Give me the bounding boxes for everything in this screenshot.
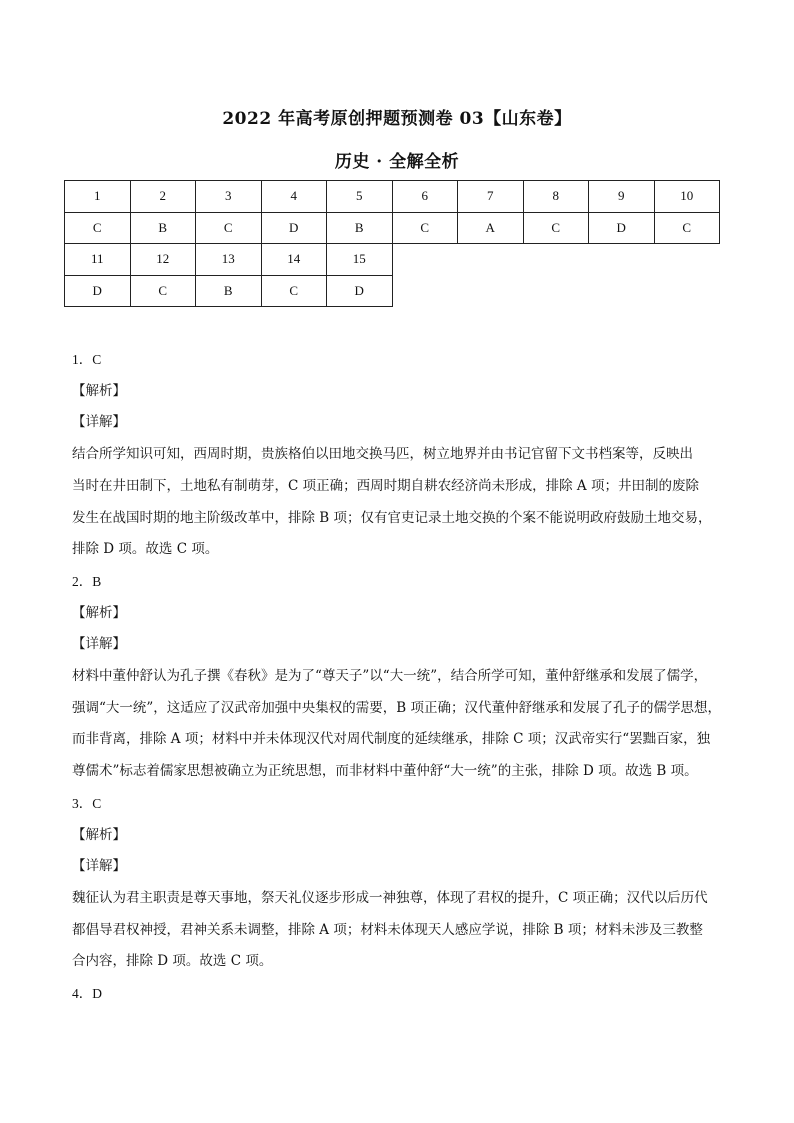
question-number-cell: 10 — [654, 181, 720, 213]
answer-cell: B — [327, 212, 393, 244]
question-number: 2．B — [72, 573, 102, 589]
detail-label: 【详解】 — [72, 858, 126, 875]
explanation-line: 而非背离，排除 A 项；材料中并未体现汉代对周代制度的延续继承，排除 C 项；汉武帝实行“罢黜百家，独 — [72, 731, 711, 748]
page-title: 2022 年高考原创押题预测卷 03【山东卷】 — [222, 109, 572, 129]
answer-cell: D — [261, 212, 327, 244]
detail-label: 【详解】 — [72, 414, 126, 431]
analysis-label: 【解析】 — [72, 382, 126, 399]
question-number-cell: 4 — [261, 181, 327, 213]
explanation-line: 合内容，排除 D 项。故选 C 项。 — [72, 953, 273, 970]
question-number: 3．C — [72, 795, 102, 811]
question-number-cell: 3 — [196, 181, 262, 213]
answer-cell: C — [261, 275, 327, 307]
question-number: 4．D — [72, 986, 102, 1002]
empty-cell — [392, 244, 720, 276]
question-number-cell: 5 — [327, 181, 393, 213]
question-number-cell: 7 — [458, 181, 524, 213]
answer-cell: D — [65, 275, 131, 307]
analysis-label: 【解析】 — [72, 604, 126, 621]
question-number-cell: 2 — [130, 181, 196, 213]
question-number: 1．C — [72, 352, 102, 367]
answer-table — [64, 180, 720, 307]
question-number-cell: 12 — [130, 244, 196, 276]
answer-cell: A — [458, 212, 524, 244]
explanation-line: 强调“大一统”，这适应了汉武帝加强中央集权的需要，B 项正确；汉代董仲舒继承和发展了孔子的儒学思想， — [72, 699, 722, 716]
table-row — [65, 275, 720, 307]
explanation-line: 结合所学知识可知，西周时期，贵族格伯以田地交换马匹，树立地界并由书记官留下文书档案等，反映出 — [72, 446, 693, 463]
answer-cell: D — [327, 275, 393, 307]
question-number-cell: 15 — [327, 244, 393, 276]
explanation-line: 都倡导君权神授，君神关系未调整，排除 A 项；材料未体现天人感应学说，排除 B 项；材料未涉及三教整 — [72, 921, 703, 938]
answer-cell: C — [392, 212, 458, 244]
explanation-line: 发生在战国时期的地主阶级改革中，排除 B 项；仅有官吏记录土地交换的个案不能说明政府鼓励土地交易， — [72, 509, 712, 526]
explanation-line: 材料中董仲舒认为孔子撰《春秋》是为了“尊天子”以“大一统”，结合所学可知，董仲舒继承和发展了儒学， — [72, 668, 708, 685]
question-number-cell: 9 — [589, 181, 655, 213]
answer-cell: C — [523, 212, 589, 244]
table-row — [65, 212, 720, 244]
answer-cell: B — [130, 212, 196, 244]
answer-cell: C — [654, 212, 720, 244]
analysis-label: 【解析】 — [72, 826, 126, 843]
explanation-line: 尊儒术”标志着儒家思想被确立为正统思想，而非材料中董仲舒“大一统”的主张，排除 D 项。故选 B 项。 — [72, 763, 698, 780]
empty-cell — [392, 275, 720, 307]
answer-cell: B — [196, 275, 262, 307]
question-number-cell: 1 — [65, 181, 131, 213]
answer-cell: D — [589, 212, 655, 244]
page-subtitle: 历史 · 全解全析 — [334, 152, 460, 172]
table-row — [65, 181, 720, 213]
explanation-line: 排除 D 项。故选 C 项。 — [72, 541, 219, 558]
detail-label: 【详解】 — [72, 636, 126, 653]
explanation-line: 当时在井田制下，土地私有制萌芽，C 项正确；西周时期自耕农经济尚未形成，排除 A 项；井田制的废除 — [72, 477, 699, 494]
question-number-cell: 8 — [523, 181, 589, 213]
question-number-cell: 6 — [392, 181, 458, 213]
explanations — [72, 344, 722, 1010]
question-number-cell: 13 — [196, 244, 262, 276]
question-number-cell: 11 — [65, 244, 131, 276]
answer-cell: C — [130, 275, 196, 307]
explanation-line: 魏征认为君主职责是尊天事地，祭天礼仪逐步形成一神独尊，体现了君权的提升，C 项正确；汉代以后历代 — [72, 889, 708, 906]
table-row — [65, 244, 720, 276]
answer-cell: C — [196, 212, 262, 244]
answer-cell: C — [65, 212, 131, 244]
question-number-cell: 14 — [261, 244, 327, 276]
